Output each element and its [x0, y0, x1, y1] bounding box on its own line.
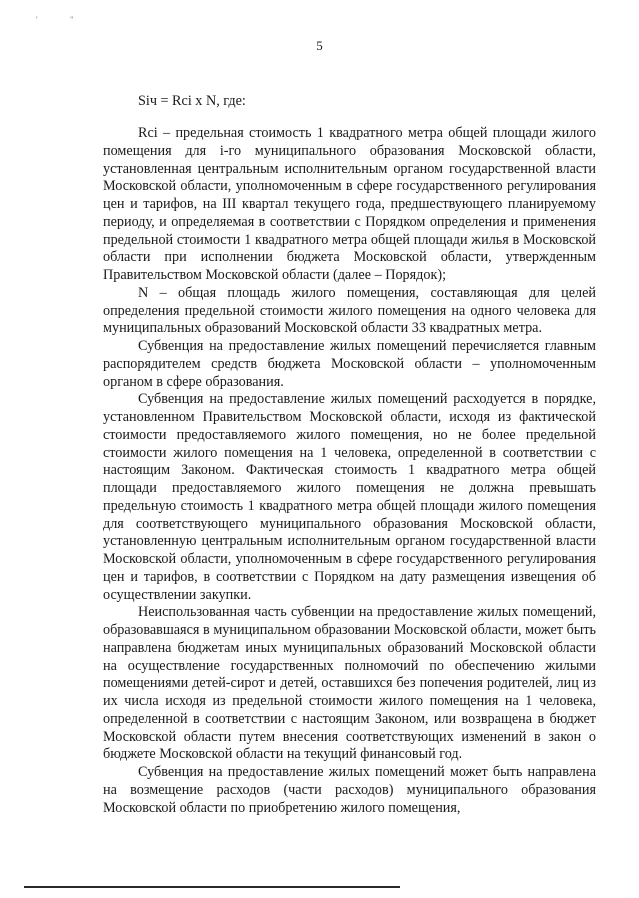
scan-artifact-mark: " [70, 15, 74, 25]
paragraph-subvention-transfer: Субвенция на предоставление жилых помещений перечисляется главным распорядителем средств бюджета Московской области – уполномоченным органом в сфере образования. [103, 338, 596, 390]
paragraph-unused-subvention: Неиспользованная часть субвенции на предоставление жилых помещений, образовавшаяся в муниципальном образовании Московской области, может быть направлена бюджетам иных муниципальных образований Московской области на осуществление государственных полномочий по обеспечению жилыми помещениями детей-сирот и детей, оставшихся без попечения родителей, лиц из их числа исходя из предельной стоимости жилого помещения на 1 человека, определенной в соответствии с настоящим Законом, или возвращена в бюджет Московской области путем внесения соответствующих изменений в закон о бюджете Московской области на текущий финансовый год. [103, 604, 596, 763]
paragraph-n-definition: N – общая площадь жилого помещения, составляющая для целей определения предельной стоимости жилого помещения на одного человека для муниципальных образований Московской области 33 квадратных метра. [103, 284, 596, 337]
paragraph-rci-definition: Rci – предельная стоимость 1 квадратного метра общей площади жилого помещения для i-го муниципального образования Московской области, установленная центральным исполнительным органом государственной власти Московской области, уполномоченным в сфере государственного регулирования цен и тарифов, на III квартал текущего года, предшествующего планируемому периоду, и определяемая в соответствии с Порядком определения и применения предельной стоимости 1 квадратного метра общей площади жилья в Московской области при исполнении бюджета Московской области, утвержденным Правительством Московской области (далее – Порядок); [103, 125, 596, 283]
paragraph-subvention-spending: Субвенция на предоставление жилых помещений расходуется в порядке, установленном Правительством Московской области, исходя из фактической стоимости предоставляемого жилого помещения, но не более предельной стоимости жилого помещения на 1 человека, определенной в соответствии с настоящим Законом. Фактическая стоимость 1 квадратного метра общей площади предоставляемого жилого помещения не должна превышать предельную стоимость 1 квадратного метра общей площади жилого помещения для соответствующего муниципального образования Московской области, установленную центральным исполнительным органом государственной власти Московской области, уполномоченным в сфере государственного регулирования цен и тарифов, в соответствии с Порядком на дату размещения извещения об осуществлении закупки. [103, 391, 596, 603]
paragraph-expense-reimbursement: Субвенция на предоставление жилых помещений может быть направлена на возмещение расходов (части расходов) муниципального образования Московской области по приобретению жилого помещения, [103, 764, 596, 816]
document-body [103, 125, 596, 817]
scan-artifact-mark: ' [36, 15, 38, 25]
formula-line: Siч = Rci x N, где: [138, 93, 246, 109]
page-number: 5 [316, 38, 323, 53]
footer-rule [24, 886, 400, 888]
